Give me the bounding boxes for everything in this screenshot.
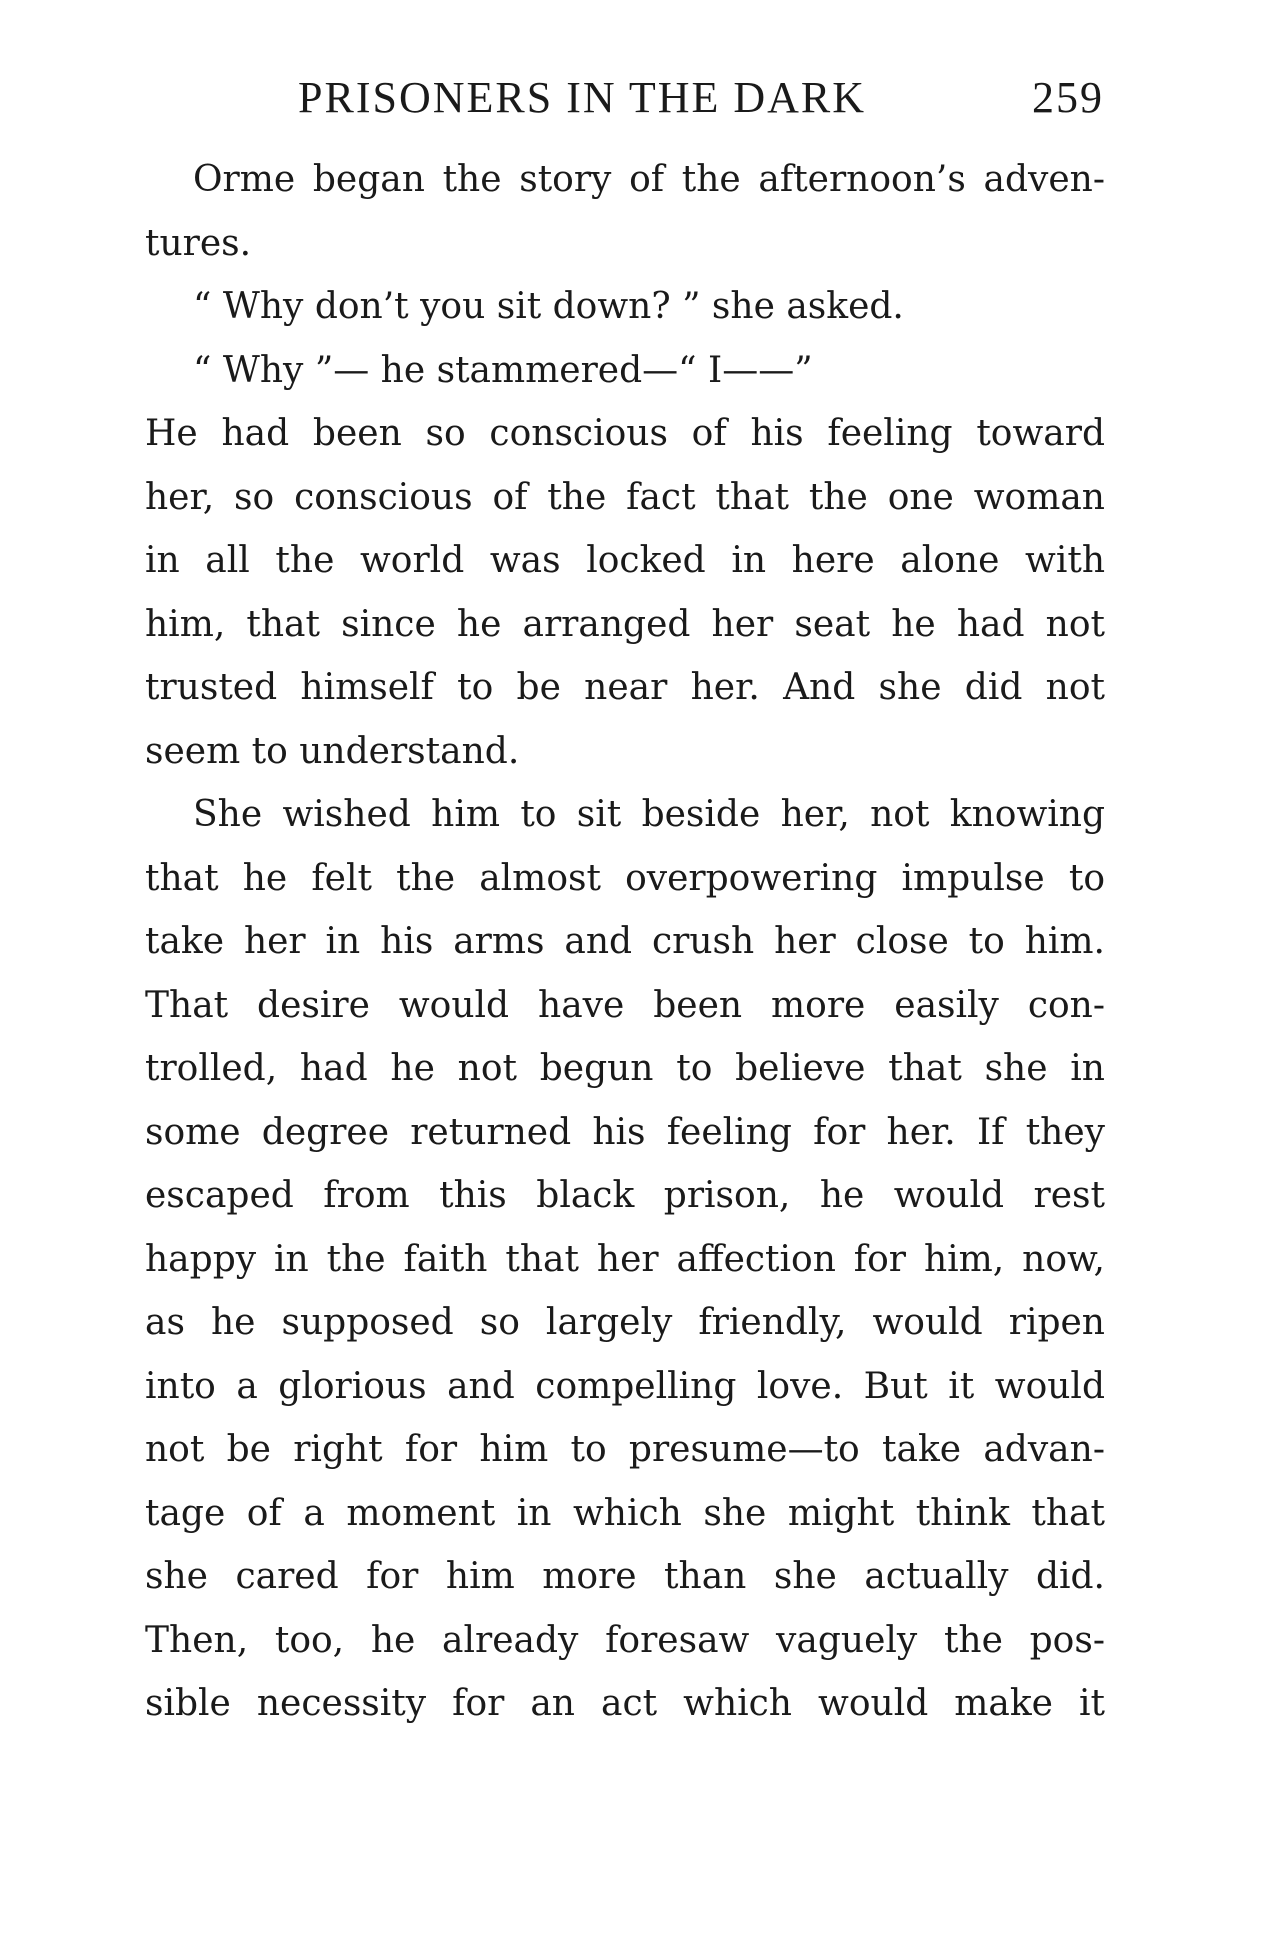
text-line: He had been so conscious of his feeling toward bbox=[145, 413, 1105, 454]
text-line: some degree returned his feeling for her. If they bbox=[145, 1111, 1105, 1153]
text-line: tures. bbox=[145, 222, 252, 264]
text-line: Then, too, he already foresaw vaguely the pos- bbox=[145, 1619, 1105, 1661]
text-line: trolled, had he not begun to believe that she in bbox=[145, 1048, 1105, 1089]
text-line: him, that since he arranged her seat he had not bbox=[145, 603, 1105, 645]
text-line: “ Why ”— he stammered—“ I——” bbox=[193, 349, 813, 391]
text-line: take her in his arms and crush her close to him. bbox=[145, 921, 1105, 962]
text-line: happy in the faith that her affection for him, now, bbox=[145, 1238, 1105, 1280]
text-line: in all the world was locked in here alone with bbox=[145, 540, 1105, 581]
text-line: That desire would have been more easily con- bbox=[145, 984, 1105, 1026]
text-line: her, so conscious of the fact that the one woman bbox=[145, 476, 1105, 518]
text-line: escaped from this black prison, he would rest bbox=[145, 1175, 1105, 1216]
text-line: as he supposed so largely friendly, would ripen bbox=[145, 1302, 1105, 1343]
text-line: “ Why don’t you sit down? ” she asked. bbox=[193, 286, 904, 327]
body-text bbox=[145, 148, 1105, 1736]
text-line: that he felt the almost overpowering impulse to bbox=[145, 857, 1105, 899]
text-line: Orme began the story of the afternoon’s adven- bbox=[193, 159, 1105, 200]
text-line: trusted himself to be near her. And she did not bbox=[145, 667, 1105, 708]
text-line: She wished him to sit beside her, not knowing bbox=[193, 794, 1105, 835]
text-line: tage of a moment in which she might think that bbox=[145, 1492, 1105, 1534]
text-line: seem to understand. bbox=[145, 730, 520, 772]
page-number: 259 bbox=[1032, 73, 1104, 122]
text-line: sible necessity for an act which would make it bbox=[145, 1683, 1105, 1724]
running-title: PRISONERS IN THE DARK bbox=[298, 73, 867, 122]
running-header bbox=[298, 72, 1104, 122]
text-line: she cared for him more than she actually did. bbox=[145, 1556, 1105, 1597]
text-line: not be right for him to presume—to take advan- bbox=[145, 1429, 1105, 1470]
text-line: into a glorious and compelling love. But it would bbox=[145, 1365, 1105, 1407]
